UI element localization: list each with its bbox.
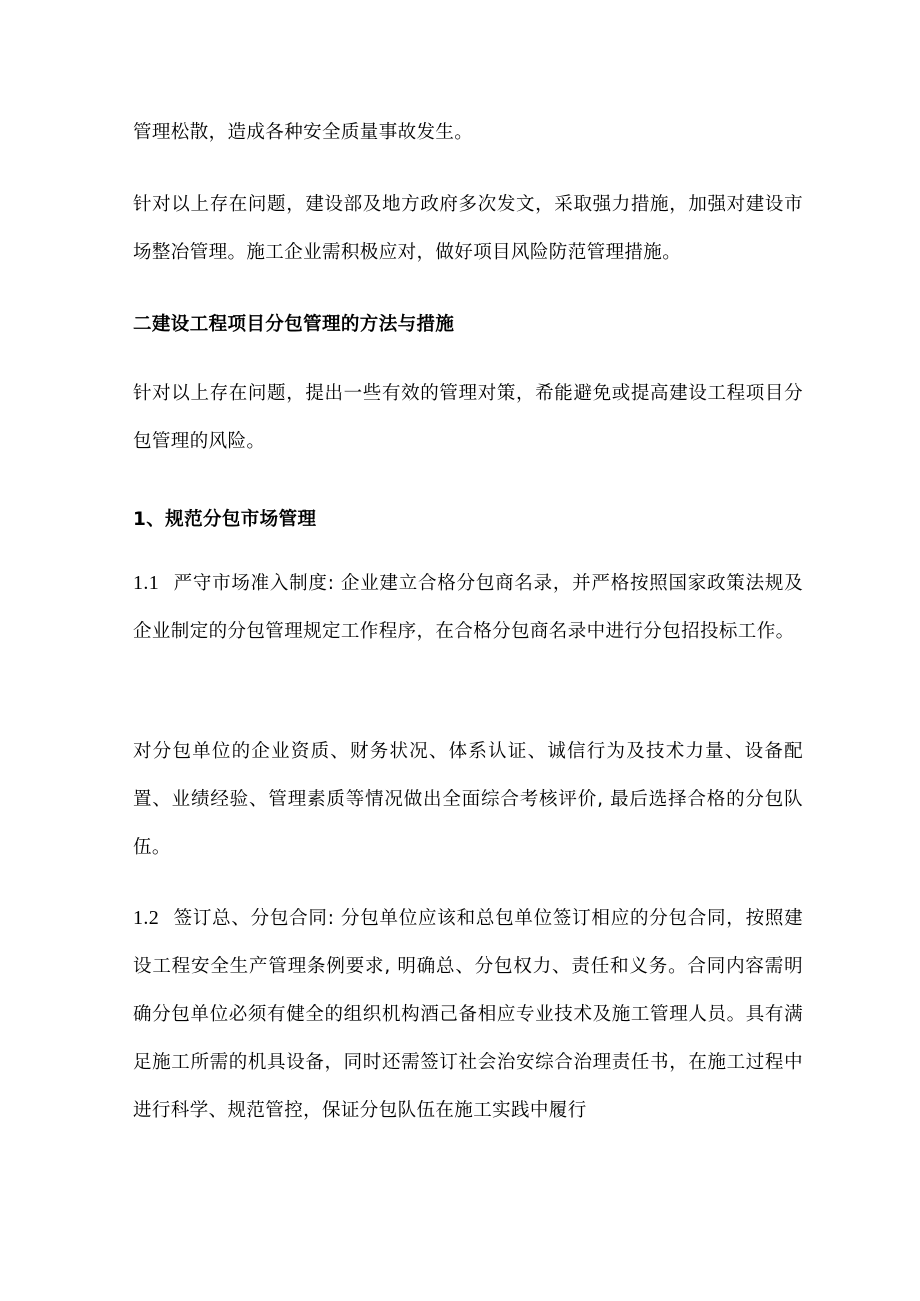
paragraph-subcontractor-evaluation <box>133 728 803 872</box>
heading-text: 1、规范分包市场管理 <box>133 509 317 530</box>
paragraph-countermeasures <box>133 370 803 466</box>
paragraph-government-measures <box>133 181 803 277</box>
clause-number: 1.2 <box>133 907 160 929</box>
subsection-heading-1 <box>133 496 803 544</box>
paragraph-text: 严守市场准入制度: 企业建立合格分包商名录，并严格按照国家政策法规及企业制定的分包管理规定工作程序，在合格分包商名录中进行分包招投标工作。 <box>133 573 803 642</box>
paragraph-1-1 <box>133 559 803 656</box>
paragraph-intro-end <box>133 109 803 157</box>
paragraph-text: 签订总、分包合同: 分包单位应该和总包单位签订相应的分包合同，按照建设工程安全生产管理条例要求, 明确总、分包权力、责任和义务。合同内容需明确分包单位必须有健全的组织机构酒己备相应专业技术及施工管理人员。具有满足施工所需的机具设备，同时还需签订社会治安综合治理责任书，在施工过程中进行科学、规范管控，保证分包队伍在施工实践中履行 <box>133 908 803 1121</box>
clause-number: 1.1 <box>133 572 160 594</box>
section-heading-2 <box>133 301 803 349</box>
heading-text: 二建设工程项目分包管理的方法与措施 <box>133 314 455 335</box>
paragraph-1-2 <box>133 894 803 1135</box>
paragraph-text: 针对以上存在问题，建设部及地方政府多次发文，采取强力措施，加强对建设市场整冶管理。施工企业需积极应对，做好项目风险防范管理措施。 <box>133 194 803 263</box>
paragraph-text: 针对以上存在问题，提出一些有效的管理对策，希能避免或提高建设工程项目分包管理的风险。 <box>133 383 803 452</box>
paragraph-text: 对分包单位的企业资质、财务状况、体系认证、诚信行为及技术力量、设备配置、业绩经验、管理素质等情况做出全面综合考核评价, 最后选择合格的分包队伍。 <box>133 741 803 858</box>
paragraph-text: 管理松散，造成各种安全质量事故发生。 <box>133 122 474 143</box>
